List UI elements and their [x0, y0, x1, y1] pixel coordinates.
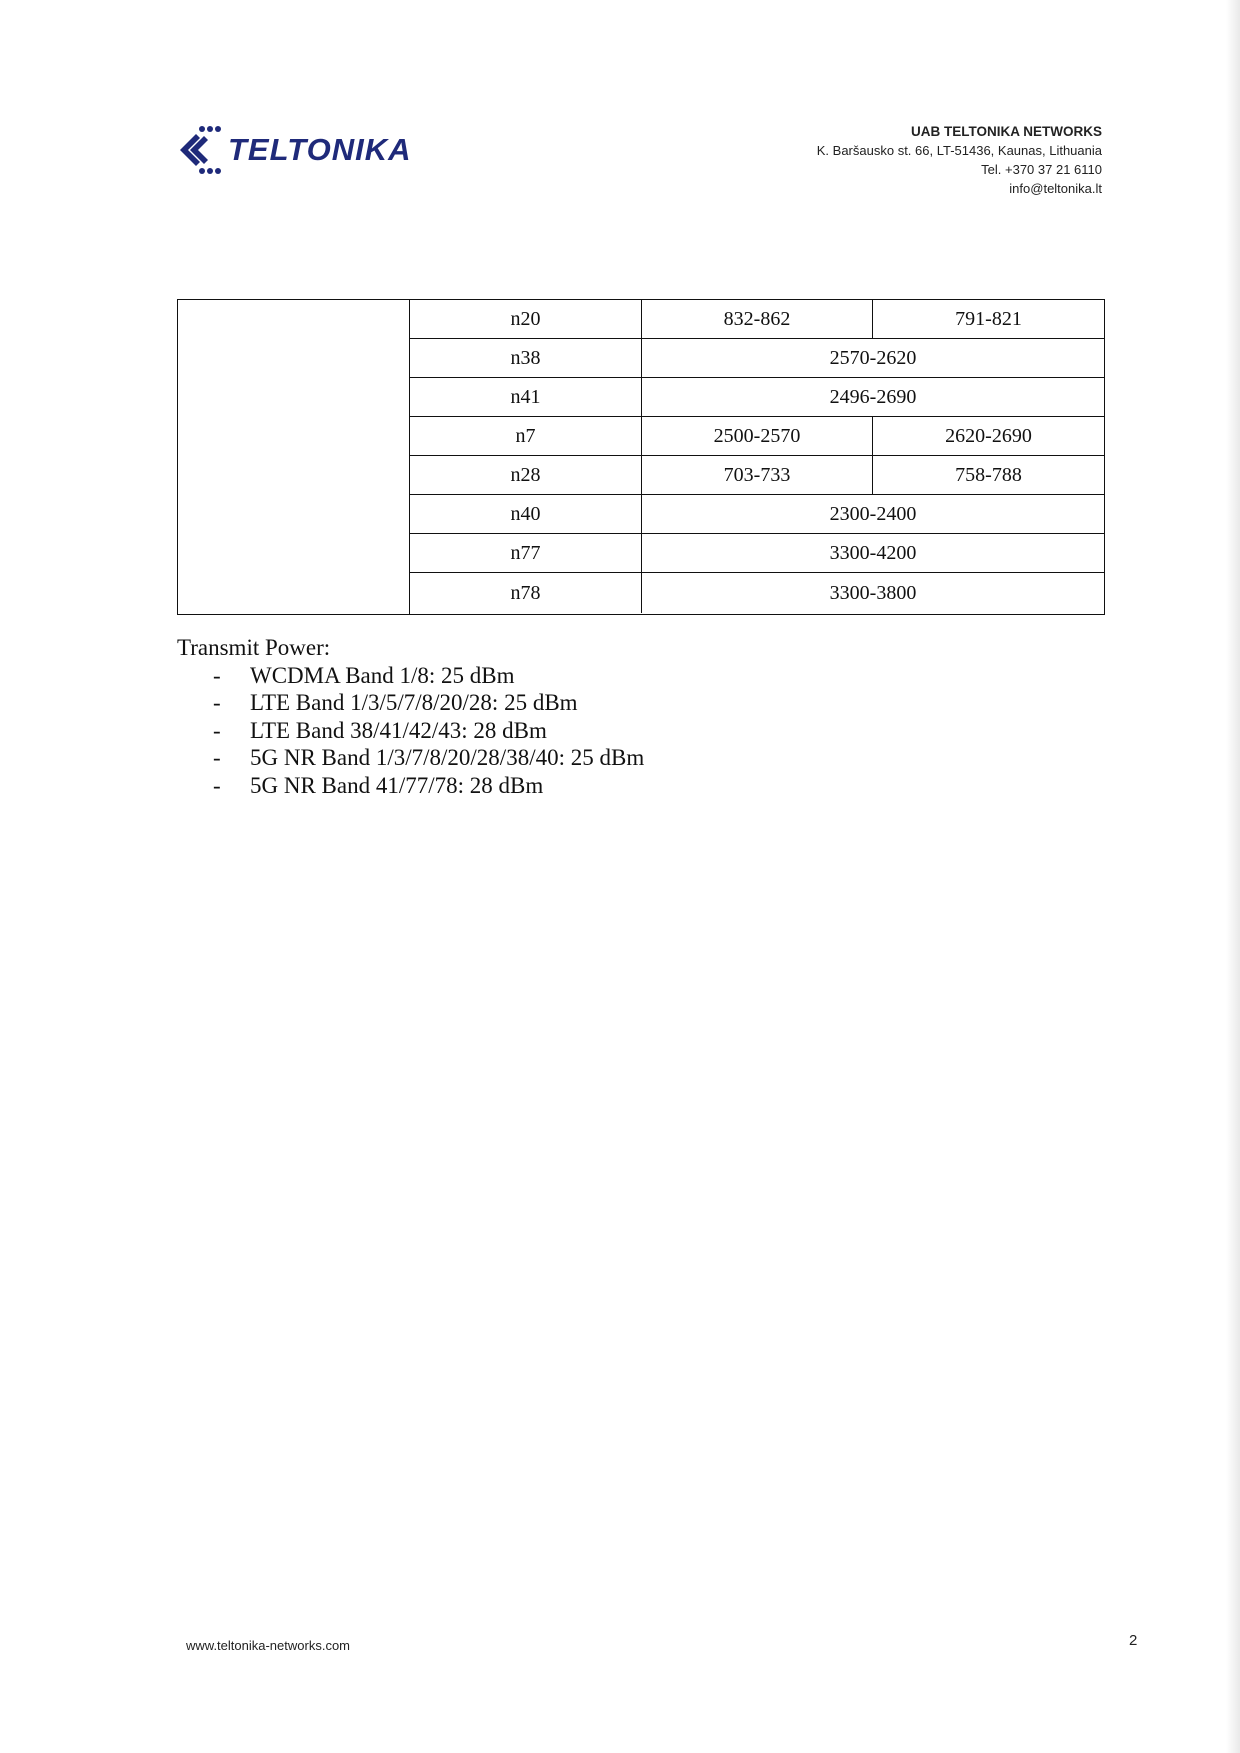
band-cell: n77: [410, 534, 642, 572]
footer-website: www.teltonika-networks.com: [186, 1638, 350, 1653]
list-item: [177, 717, 644, 745]
uplink-cell: 703-733: [642, 456, 873, 494]
band-cell: n41: [410, 378, 642, 416]
band-cell: n78: [410, 573, 642, 613]
band-cell: n28: [410, 456, 642, 494]
downlink-cell: 758-788: [955, 463, 1022, 486]
table-row: [410, 417, 1104, 456]
logo-text: TELTONIKA: [228, 132, 412, 167]
table-row: [410, 300, 1104, 339]
list-item: [177, 689, 644, 717]
band-cell: n7: [410, 417, 642, 455]
page-number: 2: [1129, 1632, 1138, 1649]
frequency-band-table: [177, 299, 1105, 615]
table-blank-column: [178, 300, 410, 614]
band-cell: n20: [410, 300, 642, 338]
company-address: K. Baršausko st. 66, LT-51436, Kaunas, Lithuania: [816, 143, 1102, 158]
downlink-cell: 2620-2690: [945, 424, 1032, 447]
downlink-cell: 791-821: [955, 307, 1022, 330]
uplink-cell: 2500-2570: [642, 417, 873, 455]
list-item-text: 5G NR Band 1/3/7/8/20/28/38/40: 25 dBm: [250, 745, 645, 770]
list-item: [177, 662, 644, 690]
list-bullet: -: [213, 745, 221, 770]
table-row: [410, 495, 1104, 534]
list-item-text: 5G NR Band 41/77/78: 28 dBm: [250, 772, 544, 798]
company-email: info@teltonika.lt: [1009, 181, 1102, 196]
list-bullet: -: [213, 690, 221, 715]
company-name: UAB TELTONIKA NETWORKS: [911, 124, 1102, 139]
list-bullet: -: [213, 662, 221, 688]
transmit-power-title: Transmit Power:: [177, 635, 331, 660]
uplink-cell: 832-862: [642, 300, 873, 338]
transmit-power-section: [177, 634, 644, 799]
band-cell: n40: [410, 495, 642, 533]
list-item-text: LTE Band 1/3/5/7/8/20/28: 25 dBm: [250, 690, 578, 715]
list-item-text: WCDMA Band 1/8: 25 dBm: [250, 662, 515, 688]
range-cell: 2300-2400: [829, 502, 917, 525]
range-cell: 2570-2620: [829, 346, 917, 369]
range-cell: 2496-2690: [829, 385, 917, 408]
teltonika-chevron-icon: [176, 125, 226, 175]
list-item-text: LTE Band 38/41/42/43: 28 dBm: [250, 717, 547, 743]
table-row: [410, 573, 1104, 613]
page-edge-shadow: [1226, 0, 1240, 1753]
range-cell: 3300-3800: [829, 581, 917, 604]
list-item: [177, 772, 644, 800]
list-bullet: -: [213, 772, 221, 798]
company-phone: Tel. +370 37 21 6110: [981, 162, 1102, 177]
list-item: [177, 744, 644, 772]
list-bullet: -: [213, 717, 221, 743]
table-row: [410, 534, 1104, 573]
range-cell: 3300-4200: [829, 541, 917, 564]
company-logo: [176, 124, 412, 176]
band-cell: n38: [410, 339, 642, 377]
company-info: [817, 122, 1102, 198]
table-row: [410, 378, 1104, 417]
table-row: [410, 456, 1104, 495]
table-row: [410, 339, 1104, 378]
transmit-power-list: [177, 662, 644, 800]
